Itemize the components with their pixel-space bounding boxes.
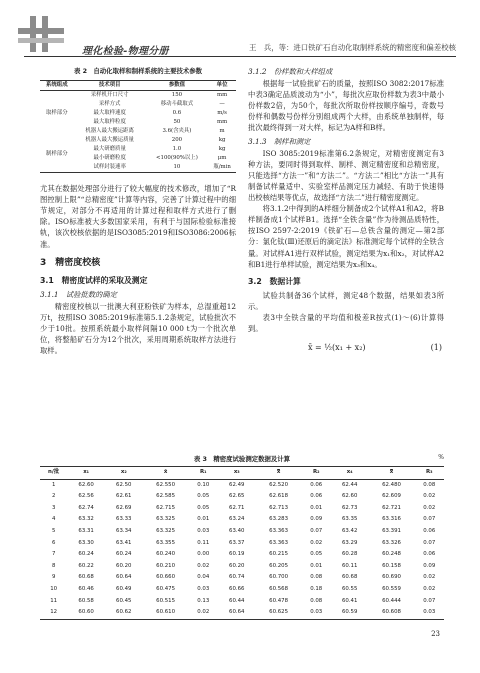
table3-cell: 60.64 [229,609,245,616]
table3-cell: 0.06 [310,493,323,500]
table3-cell: 63.37 [229,539,245,546]
table2-cell: — [219,101,225,108]
table3-cell: 62.71 [229,504,245,511]
table2-group-label: 取样部分 [46,110,68,117]
table2-cell: 机器人最大搬运距离 [85,128,134,135]
table2-cell: 150 [171,92,183,99]
table3-caption: 表 3 精密度试验测定数据及计算 [193,455,291,463]
table3-cell: 0.06 [423,551,436,558]
table-row [40,91,236,101]
table3-unit: % [438,454,444,461]
table2-header-cell: 单位 [216,82,228,89]
table3-cell: 63.30 [78,539,94,546]
table3-cell: 62.713 [269,504,289,511]
table3-cell: 62.56 [78,493,94,500]
table3-cell: 62.618 [269,493,289,500]
table3-cell: 0.01 [310,504,323,511]
table3-cell: 63.34 [116,527,132,534]
table3-cell: 60.205 [269,562,289,569]
table2-cell: mm [216,92,228,99]
table2-header-row [40,81,236,91]
table3-cell: 60.158 [382,562,401,569]
paragraph: 试验共制备36个试样，测定48个数据，结果如表3所示。 [248,290,444,311]
table3-cell: 0.08 [423,481,436,488]
table3-header-cell: x₂ [120,469,127,475]
table3-cell: 0.02 [310,539,323,546]
equation-1 [248,336,444,360]
table3-cell: 60.68 [78,574,94,581]
table2 [40,80,236,173]
table3-body [40,479,444,619]
table3-cell: 60.215 [269,551,289,558]
table2-body [40,91,236,173]
table3-cell: 60.46 [78,585,94,592]
table3-header-cell: x₄ [346,469,353,475]
table3-cell: 60.475 [156,585,176,592]
table3-header-cell: x̄ [163,469,168,475]
table3-cell: 63.355 [156,539,176,546]
table3-cell: 62.60 [341,493,358,500]
table3-cell: 60.28 [341,551,358,558]
table3-cell: 0.11 [197,539,210,546]
table3-cell: 0.06 [310,481,323,488]
table3-cell: 60.248 [382,551,401,558]
table3-cell: 63.31 [78,527,94,534]
journal-name: 理化检验-物理分册 [82,46,169,57]
table3-cell: 63.363 [269,539,289,546]
table3-cell: 60.74 [229,574,245,581]
table2-cell: 最大研磨质量 [93,146,126,153]
table2-cell: <100(90%以上) [156,155,198,162]
page-number: 23 [431,630,440,638]
table3-header-cell: x̿ [276,469,281,475]
table3-cell: 62.50 [116,481,132,488]
table3-cell: 63.29 [341,539,358,546]
table3-cell: 0.03 [423,609,436,616]
table2-cell: 移动斗截取式 [160,101,194,108]
table3-header-cell: x₁ [83,469,90,475]
table2-header-cell: 系统组成 [46,82,68,89]
table3-cell: 60.210 [156,562,176,569]
table3-header-cell: R₃ [426,469,433,475]
paragraph: 尤其在数据处理部分进行了较大幅度的技术修改，增加了“R图控制上限”“总精密度”计算等内容，完善了计算过程中的细节规定，对部分不再适用的计算过程和取样方式进行了删除。ISO标准被大多数国家采用，有利于与国际检验标准接轨，该次校核依据的是ISO3085:2019和ISO3086:2006标准。 [40,184,236,249]
table3-cell: 0.05 [197,493,210,500]
table3-cell: 63.283 [269,516,289,523]
header-rule [24,56,456,57]
table3-cell: 62.721 [382,504,401,511]
table2-cell: 最大取样速度 [93,110,126,117]
table2-cell: 采样机开口尺寸 [90,92,129,99]
table2-cell: μm [217,155,227,162]
table3-cell: 0.07 [423,597,436,604]
table3-cell: 60.66 [229,585,245,592]
table3-cell: 60.45 [116,597,132,604]
table3-cell: 7 [51,551,56,558]
table-row [40,491,444,503]
table3-cell: 60.24 [116,551,132,558]
table2-cell: 机器人最大搬运质量 [85,137,134,144]
table3-cell: 0.18 [310,585,323,592]
table3-cell: 63.325 [156,527,176,534]
table3-cell: 60.11 [341,562,358,569]
table3-cell: 62.480 [382,481,401,488]
table3-cell: 0.09 [310,516,323,523]
table3-cell: 0.08 [310,597,323,604]
table3-cell: 62.520 [269,481,289,488]
table3-cell: 0.02 [423,493,436,500]
table3-cell: 63.363 [269,527,289,534]
table3-cell: 60.625 [269,609,289,616]
table3-cell: 60.60 [78,609,94,616]
table-row [40,596,444,608]
table3-cell: 0.10 [197,481,210,488]
table3-cell: 60.240 [156,551,176,558]
table2-cell: 试样封装速率 [93,164,126,171]
paragraph: 表3中全铁含量的平均值和极差R按式(1)～(6)计算得到。 [248,312,444,334]
table3-cell: 63.41 [116,539,132,546]
table3-cell: 0.07 [423,539,436,546]
table3-cell: 63.35 [341,516,358,523]
equation-number: (1) [430,343,442,353]
table-row [40,479,444,491]
table2-header-cell: 技术项目 [98,82,121,89]
table3-cell: 60.62 [116,609,132,616]
table3-cell: 9 [51,574,56,581]
table2-caption: 表 2 自动化取样和制样系统的主要技术参数 [73,67,203,75]
page-header [0,0,480,60]
table3-cell: 60.478 [269,597,289,604]
section-heading: 3 精密度校核 [40,257,101,268]
table3-cell: 62.65 [229,493,245,500]
table3-cell: 3 [51,504,56,511]
table3-cell: 0.05 [197,504,210,511]
table3-cell: 0.02 [423,585,436,592]
table3-cell: 0.02 [197,562,210,569]
table3-cell: 60.559 [382,585,401,592]
table3-cell: 0.06 [423,527,436,534]
paragraph: ISO 3085:2019标准第6.2条规定，对精密度测定有3种方法，要同时得到取样、制样、测定精密度和总精密度，只能选择“方法一”和“方法二”。“方法二”相比“方法一”具有制备试样量适中、实验室样品测定压力减轻、有助于快速得出校核结果等优点，故选择“方法二”进行精密度测定。 [248,148,444,203]
table3-cell: 5 [51,527,56,534]
table3-cell: 60.19 [229,551,245,558]
table3-cell: 63.33 [116,516,132,523]
table3-cell: 60.20 [229,562,245,569]
table3-cell: 0.00 [197,551,210,558]
table3-cell: 0.08 [310,574,323,581]
table3-header-cell: R₂ [312,469,320,475]
table3-cell: 63.40 [229,527,245,534]
table-row [40,549,444,561]
table3-cell: 60.44 [229,597,245,604]
table3 [40,466,444,620]
table3-header-row [40,467,444,480]
table3-cell: 60.49 [116,585,132,592]
table3-cell: 60.660 [156,574,176,581]
table3-cell: 60.41 [341,597,358,604]
table2-cell: 1.0 [172,146,182,153]
table-row [40,136,236,145]
table3-cell: 8 [51,562,56,569]
table3-block [40,452,444,620]
table3-cell: 60.700 [269,574,289,581]
table3-cell: 63.24 [229,516,245,523]
table2-cell: 最小研磨粒度 [93,155,126,162]
table3-cell: 60.64 [116,574,132,581]
table-row [40,572,444,584]
table3-cell: 62.585 [156,493,176,500]
table2-cell: m/s [217,110,227,117]
table3-cell: 60.515 [156,597,176,604]
table2-group-label: 制样部分 [46,150,68,157]
subsection-heading: 3.2 数据计算 [248,276,301,286]
table3-cell: 60.55 [341,585,358,592]
table-row [40,538,444,550]
table3-cell: 62.74 [78,504,94,511]
table3-cell: 60.444 [382,597,401,604]
table2-cell: 采样方式 [98,101,121,108]
table3-cell: 60.24 [78,551,94,558]
table3-cell: 0.13 [197,597,210,604]
table3-cell: 60.58 [78,597,94,604]
subsubsection-heading: 3.1.3 制样和测定 [248,136,311,146]
table3-cell: 60.20 [116,562,132,569]
table3-cell: 63.325 [156,516,176,523]
table-row [40,514,444,526]
running-head: 王 兵，等：进口铁矿石自动化取制样系统的精密度和偏差校核 [249,43,456,52]
table3-cell: 0.07 [310,527,323,534]
table3-cell: 4 [51,516,56,523]
table3-cell: 60.690 [382,574,401,581]
table2-cell: 200 [171,137,183,144]
table3-cell: 63.32 [78,516,94,523]
table2-cell: 3.6(含夹具) [162,128,192,135]
paragraph: 根据每一试验批矿石的质量，按照ISO 3082:2017标准中表3确定品质波动为“小”，每批次应取份样数为表3中最小份样数2倍，为50个，每批次所取份样按顺序编号，奇数号份样和偶数号份样分别组成两个大样，由系统单独制样，每批次最终得到一对大样，标记为A样和B样。 [248,79,444,133]
table3-cell: 62.715 [156,504,176,511]
table-row [40,561,444,573]
table3-cell: 63.42 [341,527,358,534]
table3-cell: 0.02 [423,574,436,581]
table3-cell: 0.07 [423,516,436,523]
table2-cell: 0.6 [172,110,182,117]
table2-cell: kg [218,137,226,144]
table3-cell: 0.01 [197,516,210,523]
table3-header-cell: n/批 [48,469,60,475]
table2-cell: m [219,128,225,135]
table3-cell: 62.73 [341,504,358,511]
table3-cell: 0.01 [310,562,323,569]
table3-cell: 2 [51,493,56,500]
table2-cell: kg [218,146,226,153]
table3-cell: 62.609 [382,493,401,500]
equation-body: x̄ = ½(x₁ + x₂) [308,343,366,353]
left-column [40,64,236,356]
table3-cell: 60.568 [269,585,289,592]
subsubsection-heading: 3.1.2 份样数和大样组成 [248,67,333,76]
table3-cell: 60.68 [341,574,358,581]
table-row [40,607,444,619]
subsubsection-heading: 3.1.1 试验批数的确定 [40,289,117,299]
table3-cell: 63.316 [382,516,401,523]
table3-cell: 0.02 [197,609,210,616]
table3-cell: 11 [50,597,58,604]
table3-cell: 0.04 [197,574,210,581]
table2-cell: 最大取样粒度 [93,119,126,126]
table3-header-cell: R₁ [200,469,207,475]
table3-cell: 60.610 [156,609,176,616]
table3-cell: 0.02 [423,504,436,511]
table3-cell: 63.391 [382,527,401,534]
table3-cell: 10 [50,585,58,592]
table3-header-cell: x̿ [389,469,394,475]
table3-cell: 60.59 [341,609,358,616]
table3-cell: 1 [51,481,56,488]
table3-cell: 63.326 [382,539,401,546]
subsection-heading: 3.1 精密度试样的采取及测定 [40,275,148,285]
table-row [40,503,444,515]
paragraph: 将3.1.2中得到的A样细分制备成2个试样A1和A2，将B样制备成1个试样B1。选择“全铁含量”作为待测品质特性，按ISO 2597-2:2019《铁矿石—总铁含量的测定—第2部分：氯化钛(Ⅲ)还原后的滴定法》标准测定每个试样的全铁含量。对试样A1进行双样试验，测定结果为x₁和x₂，对试样A2和B1进行单样试验，测定结果为x₃和x₄。 [248,204,444,269]
table3-cell: 60.608 [382,609,401,616]
table3-cell: 60.22 [78,562,94,569]
table3-cell: 62.69 [116,504,132,511]
table3-cell: 0.05 [310,551,323,558]
table2-cell: 瓶/min [213,164,231,171]
paragraph: 精密度校核以一批澳大利亚粉铁矿为样本，总湿重超12万t，按照ISO 3085:2019标准第5.1.2条规定，试验批次不少于10批。按照系统最小取样间隔10 000 t为一个批次单位，将整船矿石分为12个批次，采用周期系统取样方法进行取样。 [40,301,236,356]
table3-cell: 62.550 [156,481,176,488]
table3-cell: 0.03 [197,585,210,592]
table3-cell: 6 [51,539,56,546]
table2-cell: 50 [173,119,181,126]
table-row [40,584,444,596]
table-row [40,526,444,538]
table3-cell: 62.49 [229,481,245,488]
table3-cell: 12 [50,609,58,616]
right-column [248,64,444,362]
spacer [40,173,236,183]
table3-cell: 62.61 [116,493,132,500]
table2-cell: mm [216,119,228,126]
table3-cell: 0.03 [310,609,323,616]
journal-logo-icon [8,14,88,54]
table2-header-cell: 参数值 [168,82,186,89]
table3-cell: 0.09 [423,562,436,569]
table3-cell: 0.03 [197,527,210,534]
table2-cell: 10 [173,164,181,171]
table3-cell: 62.44 [341,481,358,488]
table3-header-cell: x₃ [233,469,240,475]
table3-cell: 62.60 [78,481,94,488]
